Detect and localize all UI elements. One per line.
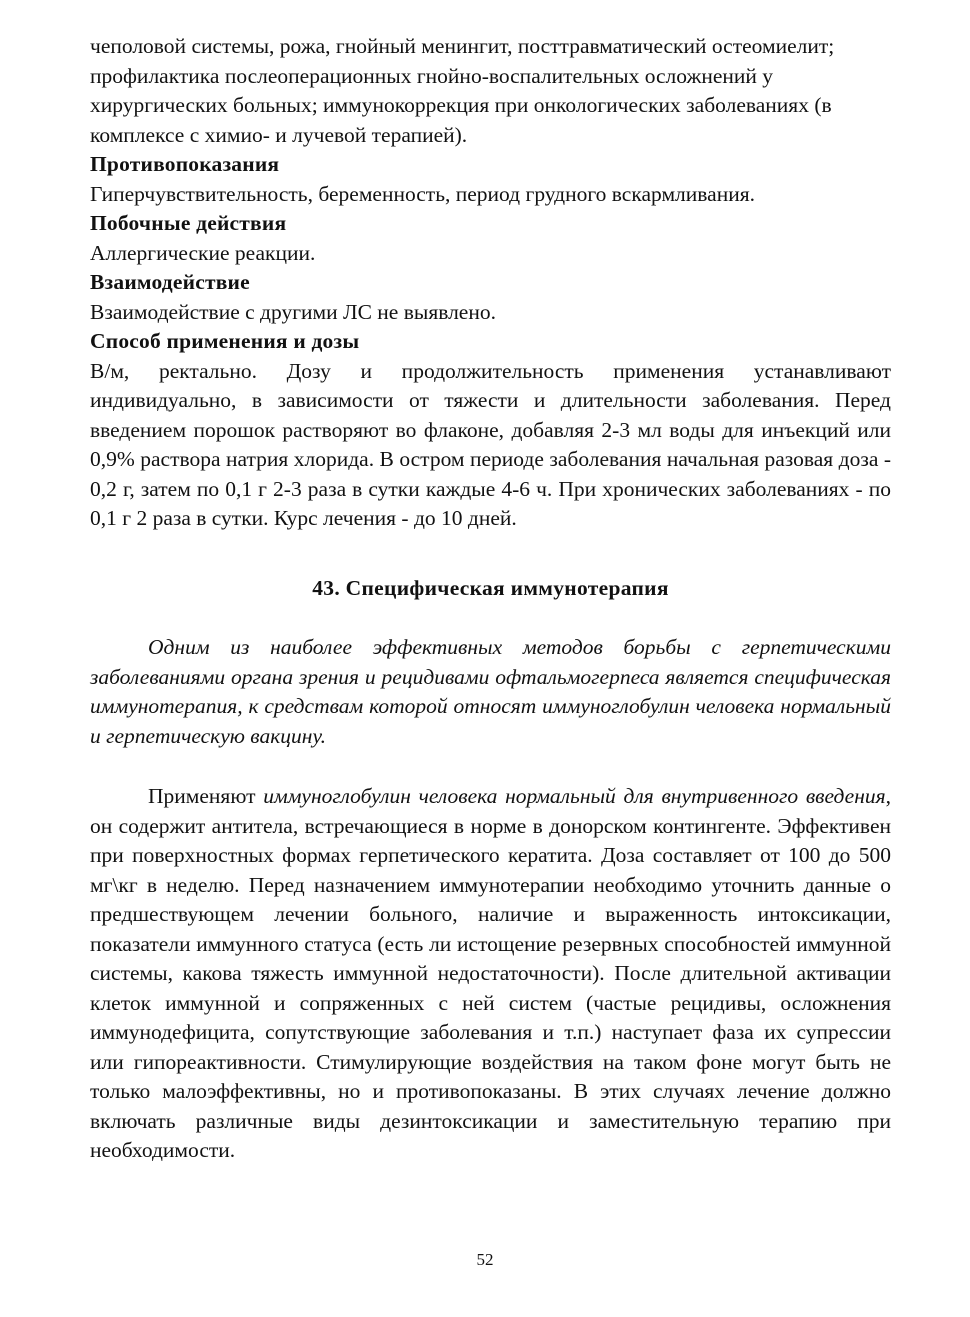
chapter-intro: Одним из наиболее эффективных методов борьбы с герпетическими заболеваниями органа зрения и рецидивами офтальмогерпеса является специфическая иммунотерапия, к средствам которой относят иммуноглобулин человека нормальный и герпетическую вакцину. <box>90 635 891 748</box>
side-effects-text: Аллергические реакции. <box>90 240 316 265</box>
contraindications-heading: Противопоказания <box>90 152 280 176</box>
chapter-body-drug-name: иммуноглобулин человека нормальный для внутривенного введения <box>263 784 886 808</box>
document-page <box>90 32 891 1166</box>
dosage-text: В/м, ректально. Дозу и продолжительность применения устанавливают индивидуально, в зависимости от тяжести и длительности заболевания. Перед введением порошок растворяют во флаконе, добавляя 2-3 мл воды для инъекций или 0,9% раствора натрия хлорида. В остром периоде заболевания начальная разовая доза - 0,2 г, затем по 0,1 г 2-3 раза в сутки каждые 4-6 ч. При хронических заболеваниях - по 0,1 г 2 раза в сутки. Курс лечения - до 10 дней. <box>90 358 891 530</box>
chapter-title: 43. Специфическая иммунотерапия <box>312 575 669 600</box>
chapter-body-rest: , он содержит антитела, встречающиеся в норме в донорском контингенте. Эффективен при поверхностных формах герпетического кератита. Доза составляет от 100 до 500 мг\кг в неделю. Перед назначением иммунотерапии необходимо уточнить данные о предшествующем лечении больного, наличие и выраженность интоксикации, показатели иммунного статуса (есть ли истощение резервных способностей иммунной системы, какова тяжесть иммунной недостаточности). После длительной активации клеток иммунной и сопряженных с ней систем (частые рецидивы, осложнения иммунодефицита, сопутствующие заболевания и т.п.) наступает фаза их супрессии или гипореактивности. Стимулирующие воздействия на таком фоне могут быть не только малоэффективны, но и противопоказаны. В этих случаях лечение должно включать различные виды дезинтоксикации и заместительную терапию при необходимости. <box>90 784 891 1162</box>
chapter-body <box>90 782 891 1166</box>
page-number: 52 <box>476 1250 494 1269</box>
interaction-heading: Взаимодействие <box>90 270 250 294</box>
side-effects-heading: Побочные действия <box>90 211 287 235</box>
contraindications-text: Гиперчувствительность, беременность, период грудного вскармливания. <box>90 181 755 206</box>
interaction-text: Взаимодействие с другими ЛС не выявлено. <box>90 299 496 324</box>
dosage-heading: Способ применения и дозы <box>90 329 360 353</box>
chapter-body-lead: Применяют <box>148 784 264 808</box>
continuation-paragraph: чеполовой системы, рожа, гнойный менингит, посттравматический остеомиелит; профилактика послеоперационных гнойно-воспалительных осложнений у хирургических больных; иммунокоррекция при онкологических заболеваниях (в комплексе с химио- и лучевой терапией). <box>90 34 835 147</box>
